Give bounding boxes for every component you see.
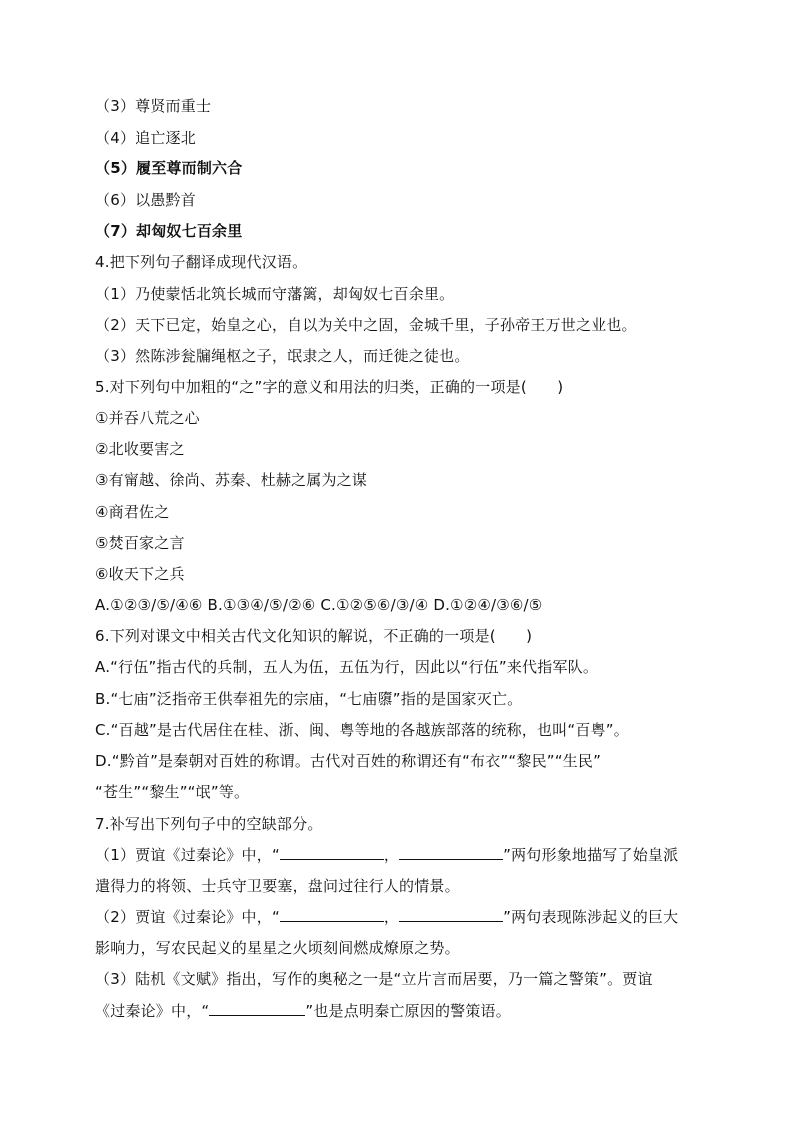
question-4-item-3: （3）然陈涉瓮牖绳枢之子，氓隶之人，而迁徙之徒也。 [95, 347, 470, 365]
subitem-4: （4）追亡逐北 [95, 129, 196, 147]
question-6-option-b: B.“七庙”泛指帝王供奉祖先的宗庙，“七庙隳”指的是国家灭亡。 [95, 690, 523, 708]
item-3-prefix: 《过秦论》中，“ [95, 1002, 210, 1020]
question-5-sentence-4: ④商君佐之 [95, 503, 170, 521]
answer-blank-1b[interactable] [399, 845, 503, 860]
item-1-suffix: ”两句形象地描写了始皇派 [503, 846, 679, 864]
question-5-sentence-2: ②北收要害之 [95, 440, 185, 458]
question-7-item-3-continued [95, 1001, 511, 1021]
question-4-item-1: （1）乃使蒙恬北筑长城而守藩篱，却匈奴七百余里。 [95, 285, 455, 303]
answer-blank-1a[interactable] [280, 845, 384, 860]
answer-blank-2a[interactable] [280, 907, 384, 922]
item-3-suffix: ”也是点明秦亡原因的警策语。 [305, 1002, 511, 1020]
question-5-sentence-5: ⑤焚百家之言 [95, 534, 185, 552]
question-6-title: 6.下列对课文中相关古代文化知识的解说，不正确的一项是( ) [95, 627, 533, 645]
question-7-item-2 [95, 907, 678, 927]
question-5-sentence-3: ③有甯越、徐尚、苏秦、杜赫之属为之谋 [95, 471, 368, 489]
question-5-sentence-6: ⑥收天下之兵 [95, 565, 185, 583]
answer-blank-2b[interactable] [399, 907, 503, 922]
subitem-3: （3）尊贤而重士 [95, 97, 212, 115]
question-5-options: A.①②③/⑤/④⑥ B.①③④/⑤/②⑥ C.①②⑤⑥/③/④ D.①②④/③⑥/⑤ [95, 596, 543, 614]
question-7-title: 7.补写出下列句子中的空缺部分。 [95, 815, 323, 833]
question-4-item-2: （2）天下已定，始皇之心，自以为关中之固，金城千里，子孙帝王万世之业也。 [95, 316, 637, 334]
question-6-option-d-continued: “苍生”“黎生”“氓”等。 [95, 783, 250, 801]
item-1-prefix: （1）贾谊《过秦论》中，“ [95, 846, 280, 864]
item-2-suffix: ”两句表现陈涉起义的巨大 [503, 908, 679, 926]
question-6-option-a: A.“行伍”指古代的兵制，五人为伍，五伍为行，因此以“行伍”来代指军队。 [95, 658, 599, 676]
question-5-sentence-1: ①并吞八荒之心 [95, 409, 200, 427]
subitem-6: （6）以愚黔首 [95, 191, 196, 209]
question-7-item-1-continued: 遣得力的将领、士兵守卫要塞，盘问过往行人的情景。 [95, 877, 460, 895]
question-7-item-3: （3）陆机《文赋》指出，写作的奥秘之一是“立片言而居要，乃一篇之警策”。贾谊 [95, 970, 653, 988]
question-5-title: 5.对下列句中加粗的“之”字的意义和用法的归类，正确的一项是( ) [95, 378, 564, 396]
answer-blank-3[interactable] [209, 1001, 305, 1016]
question-7-item-1 [95, 845, 678, 865]
question-6-option-c: C.“百越”是古代居住在桂、浙、闽、粤等地的各越族部落的统称，也叫“百粤”。 [95, 721, 629, 739]
item-2-separator: ， [383, 908, 400, 926]
subitem-5: （5）履至尊而制六合 [95, 159, 243, 177]
question-4-title: 4.把下列句子翻译成现代汉语。 [95, 253, 308, 271]
question-7-item-2-continued: 影响力，写农民起义的星星之火顷刻间燃成燎原之势。 [95, 939, 460, 957]
subitem-7: （7）却匈奴七百余里 [95, 222, 243, 240]
item-1-separator: ， [383, 846, 400, 864]
question-6-option-d: D.“黔首”是秦朝对百姓的称谓。古代对百姓的称谓还有“布衣”“黎民”“生民” [95, 752, 602, 770]
item-2-prefix: （2）贾谊《过秦论》中，“ [95, 908, 280, 926]
